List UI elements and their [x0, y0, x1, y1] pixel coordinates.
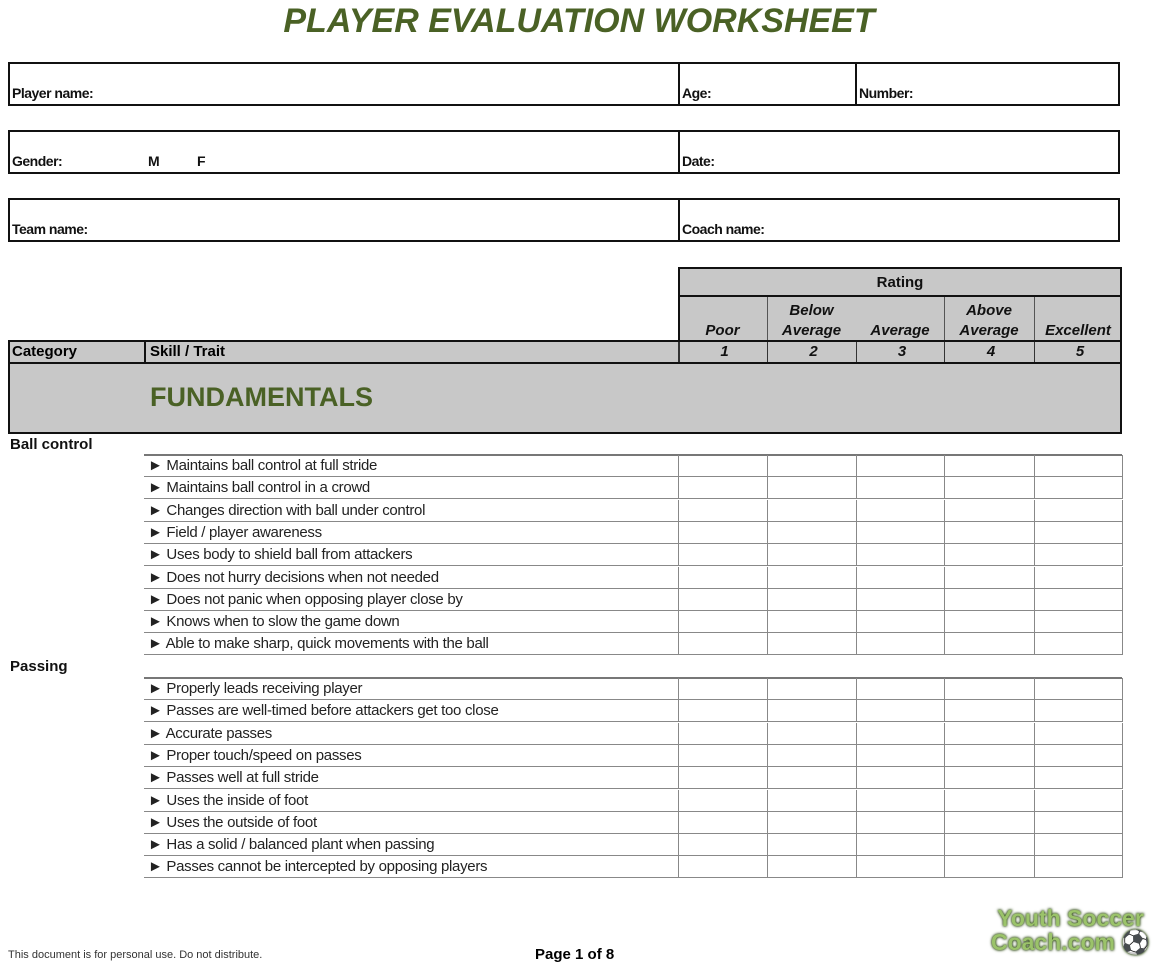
number-field[interactable]: Number:	[859, 85, 914, 101]
rating-cell-3[interactable]	[857, 745, 944, 766]
skill-row	[144, 455, 1122, 477]
rating-cell-1[interactable]	[679, 611, 767, 632]
gender-f-option[interactable]: F	[197, 153, 206, 169]
rating-cell-5[interactable]	[1035, 544, 1122, 565]
skill-row	[144, 477, 1122, 499]
scale-number-4: 4	[986, 343, 996, 360]
page-title: PLAYER EVALUATION WORKSHEET	[283, 2, 875, 40]
rating-cell-3[interactable]	[857, 790, 944, 811]
rating-cell-2[interactable]	[768, 767, 856, 788]
rating-cell-4[interactable]	[945, 611, 1034, 632]
skill-row	[144, 589, 1122, 611]
rating-cell-3[interactable]	[857, 611, 944, 632]
rating-cell-5[interactable]	[1035, 589, 1122, 610]
age-field[interactable]: Age:	[682, 85, 712, 101]
gender-field[interactable]: Gender:	[12, 153, 63, 169]
rating-cell-4[interactable]	[945, 522, 1034, 543]
rating-cell-3[interactable]	[857, 522, 944, 543]
scale-number-5: 5	[1075, 343, 1085, 360]
rating-cell-4[interactable]	[945, 812, 1034, 833]
scale-label-1: Poor	[705, 322, 740, 339]
rating-cell-4[interactable]	[945, 500, 1034, 521]
skill-label: ► Uses the outside of foot	[148, 813, 317, 831]
rating-cell-2[interactable]	[768, 812, 856, 833]
rating-cell-1[interactable]	[679, 544, 767, 565]
category-header: Category	[12, 343, 78, 360]
section-title: FUNDAMENTALS	[150, 382, 373, 412]
rating-cell-5[interactable]	[1035, 812, 1122, 833]
rating-cell-2[interactable]	[768, 633, 856, 654]
scale-label-4: Above Average	[959, 302, 1019, 339]
rating-cell-2[interactable]	[768, 589, 856, 610]
skill-label: ► Properly leads receiving player	[148, 680, 363, 697]
scale-number-3: 3	[897, 343, 907, 360]
rating-cell-1[interactable]	[679, 723, 767, 744]
rating-cell-4[interactable]	[945, 589, 1034, 610]
rating-cell-1[interactable]	[679, 567, 767, 588]
rating-cell-3[interactable]	[857, 812, 944, 833]
column-header-row	[8, 340, 1122, 364]
rating-cell-5[interactable]	[1035, 611, 1122, 632]
scale-label-3: Average	[870, 322, 930, 339]
rating-cell-4[interactable]	[945, 477, 1034, 498]
rating-cell-2[interactable]	[768, 700, 856, 721]
rating-cell-2[interactable]	[768, 522, 856, 543]
skill-label: ► Passes are well-timed before attackers get too close	[148, 702, 499, 720]
skill-label: ► Maintains ball control in a crowd	[148, 479, 370, 497]
section-header	[8, 362, 1122, 434]
rating-cell-5[interactable]	[1035, 767, 1122, 788]
rating-cell-3[interactable]	[857, 678, 944, 699]
skill-label: ► Does not panic when opposing player close by	[148, 590, 463, 608]
rating-cell-3[interactable]	[857, 589, 944, 610]
rating-cell-2[interactable]	[768, 567, 856, 588]
rating-cell-3[interactable]	[857, 834, 944, 855]
skill-row	[144, 700, 1122, 722]
footer-notice: This document is for personal use. Do not distribute.	[8, 949, 263, 961]
gender-m-option[interactable]: M	[148, 153, 160, 169]
rating-cell-1[interactable]	[679, 745, 767, 766]
rating-cell-1[interactable]	[679, 812, 767, 833]
player-name-field[interactable]: Player name:	[12, 85, 94, 101]
rating-cell-2[interactable]	[768, 790, 856, 811]
team-name-field[interactable]: Team name:	[12, 221, 88, 237]
rating-cell-1[interactable]	[679, 856, 767, 877]
skill-label: ► Passes cannot be intercepted by opposing players	[148, 858, 488, 876]
rating-cell-2[interactable]	[768, 611, 856, 632]
rating-cell-1[interactable]	[679, 455, 767, 476]
rating-cell-5[interactable]	[1035, 633, 1122, 654]
skill-label: ► Uses body to shield ball from attackers	[148, 546, 413, 564]
skill-row	[144, 790, 1122, 812]
rating-cell-3[interactable]	[857, 856, 944, 877]
team-coach-row	[8, 198, 1120, 242]
rating-cell-1[interactable]	[679, 834, 767, 855]
rating-cell-3[interactable]	[857, 633, 944, 654]
rating-cell-4[interactable]	[945, 790, 1034, 811]
rating-cell-3[interactable]	[857, 723, 944, 744]
rating-cell-2[interactable]	[768, 723, 856, 744]
skill-row	[144, 767, 1122, 789]
rating-cell-2[interactable]	[768, 856, 856, 877]
rating-cell-4[interactable]	[945, 633, 1034, 654]
rating-cell-4[interactable]	[945, 700, 1034, 721]
rating-cell-1[interactable]	[679, 633, 767, 654]
rating-cell-4[interactable]	[945, 856, 1034, 877]
skill-row	[144, 611, 1122, 633]
skill-row	[144, 745, 1122, 767]
rating-label: Rating	[876, 274, 924, 291]
skill-label: ► Passes well at full stride	[148, 769, 319, 787]
rating-cell-4[interactable]	[945, 455, 1034, 476]
rating-cell-3[interactable]	[857, 477, 944, 498]
rating-cell-1[interactable]	[679, 678, 767, 699]
rating-cell-5[interactable]	[1035, 455, 1122, 476]
rating-cell-4[interactable]	[945, 567, 1034, 588]
skill-label: ► Able to make sharp, quick movements with the ball	[148, 635, 489, 653]
rating-cell-3[interactable]	[857, 500, 944, 521]
scale-label-5: Excellent	[1045, 322, 1111, 339]
rating-cell-4[interactable]	[945, 834, 1034, 855]
rating-cell-1[interactable]	[679, 790, 767, 811]
rating-cell-5[interactable]	[1035, 723, 1122, 744]
skill-row	[144, 544, 1122, 566]
skill-label: ► Has a solid / balanced plant when passing	[148, 836, 435, 854]
rating-cell-1[interactable]	[679, 522, 767, 543]
skill-row	[144, 723, 1122, 745]
skill-label: ► Changes direction with ball under control	[148, 501, 426, 519]
skill-label: ► Accurate passes	[148, 724, 272, 742]
player-info-row	[8, 62, 1120, 106]
rating-cell-2[interactable]	[768, 678, 856, 699]
rating-cell-5[interactable]	[1035, 500, 1122, 521]
rating-cell-3[interactable]	[857, 455, 944, 476]
rating-cell-4[interactable]	[945, 544, 1034, 565]
rating-cell-4[interactable]	[945, 767, 1034, 788]
skill-label: ► Maintains ball control at full stride	[148, 457, 378, 474]
skill-row	[144, 856, 1122, 878]
page-number: Page 1 of 8	[535, 946, 615, 963]
rating-cell-5[interactable]	[1035, 834, 1122, 855]
rating-cell-5[interactable]	[1035, 700, 1122, 721]
rating-cell-1[interactable]	[679, 700, 767, 721]
skill-row	[144, 522, 1122, 544]
skill-row	[144, 633, 1122, 655]
rating-cell-4[interactable]	[945, 745, 1034, 766]
scale-header	[678, 295, 1122, 342]
rating-cell-5[interactable]	[1035, 567, 1122, 588]
skill-row	[144, 834, 1122, 856]
skill-row	[144, 500, 1122, 522]
rating-cell-5[interactable]	[1035, 522, 1122, 543]
category-label: Passing	[10, 658, 68, 675]
category-label: Ball control	[10, 436, 93, 453]
rating-cell-4[interactable]	[945, 723, 1034, 744]
coach-name-field[interactable]: Coach name:	[682, 221, 765, 237]
rating-cell-2[interactable]	[768, 477, 856, 498]
gender-date-row	[8, 130, 1120, 174]
rating-cell-2[interactable]	[768, 745, 856, 766]
scale-number-1: 1	[720, 343, 729, 360]
rating-cell-3[interactable]	[857, 700, 944, 721]
rating-cell-1[interactable]	[679, 589, 767, 610]
skill-label: ► Field / player awareness	[148, 523, 322, 541]
skill-header: Skill / Trait	[150, 343, 226, 360]
skill-label: ► Uses the inside of foot	[148, 791, 308, 809]
skill-label: ► Does not hurry decisions when not needed	[148, 568, 439, 586]
rating-cell-4[interactable]	[945, 678, 1034, 699]
rating-cell-5[interactable]	[1035, 477, 1122, 498]
rating-cell-3[interactable]	[857, 544, 944, 565]
rating-cell-1[interactable]	[679, 477, 767, 498]
rating-cell-5[interactable]	[1035, 745, 1122, 766]
skill-row	[144, 567, 1122, 589]
rating-cell-2[interactable]	[768, 544, 856, 565]
scale-label-2: Below Average	[781, 302, 842, 339]
rating-cell-1[interactable]	[679, 500, 767, 521]
skill-label: ► Knows when to slow the game down	[148, 613, 400, 631]
rating-cell-5[interactable]	[1035, 678, 1122, 699]
skill-row	[144, 678, 1122, 700]
rating-cell-1[interactable]	[679, 767, 767, 788]
rating-cell-3[interactable]	[857, 767, 944, 788]
rating-cell-2[interactable]	[768, 500, 856, 521]
rating-header	[678, 267, 1122, 297]
skill-label: ► Proper touch/speed on passes	[148, 746, 362, 764]
youth-soccer-coach-logo: Youth Soccer Coach.com ⚽	[990, 905, 1150, 955]
skill-row	[144, 812, 1122, 834]
rating-cell-5[interactable]	[1035, 790, 1122, 811]
rating-cell-5[interactable]	[1035, 856, 1122, 877]
rating-cell-3[interactable]	[857, 567, 944, 588]
rating-cell-2[interactable]	[768, 834, 856, 855]
date-field[interactable]: Date:	[682, 153, 715, 169]
scale-number-2: 2	[809, 343, 818, 360]
rating-cell-2[interactable]	[768, 455, 856, 476]
